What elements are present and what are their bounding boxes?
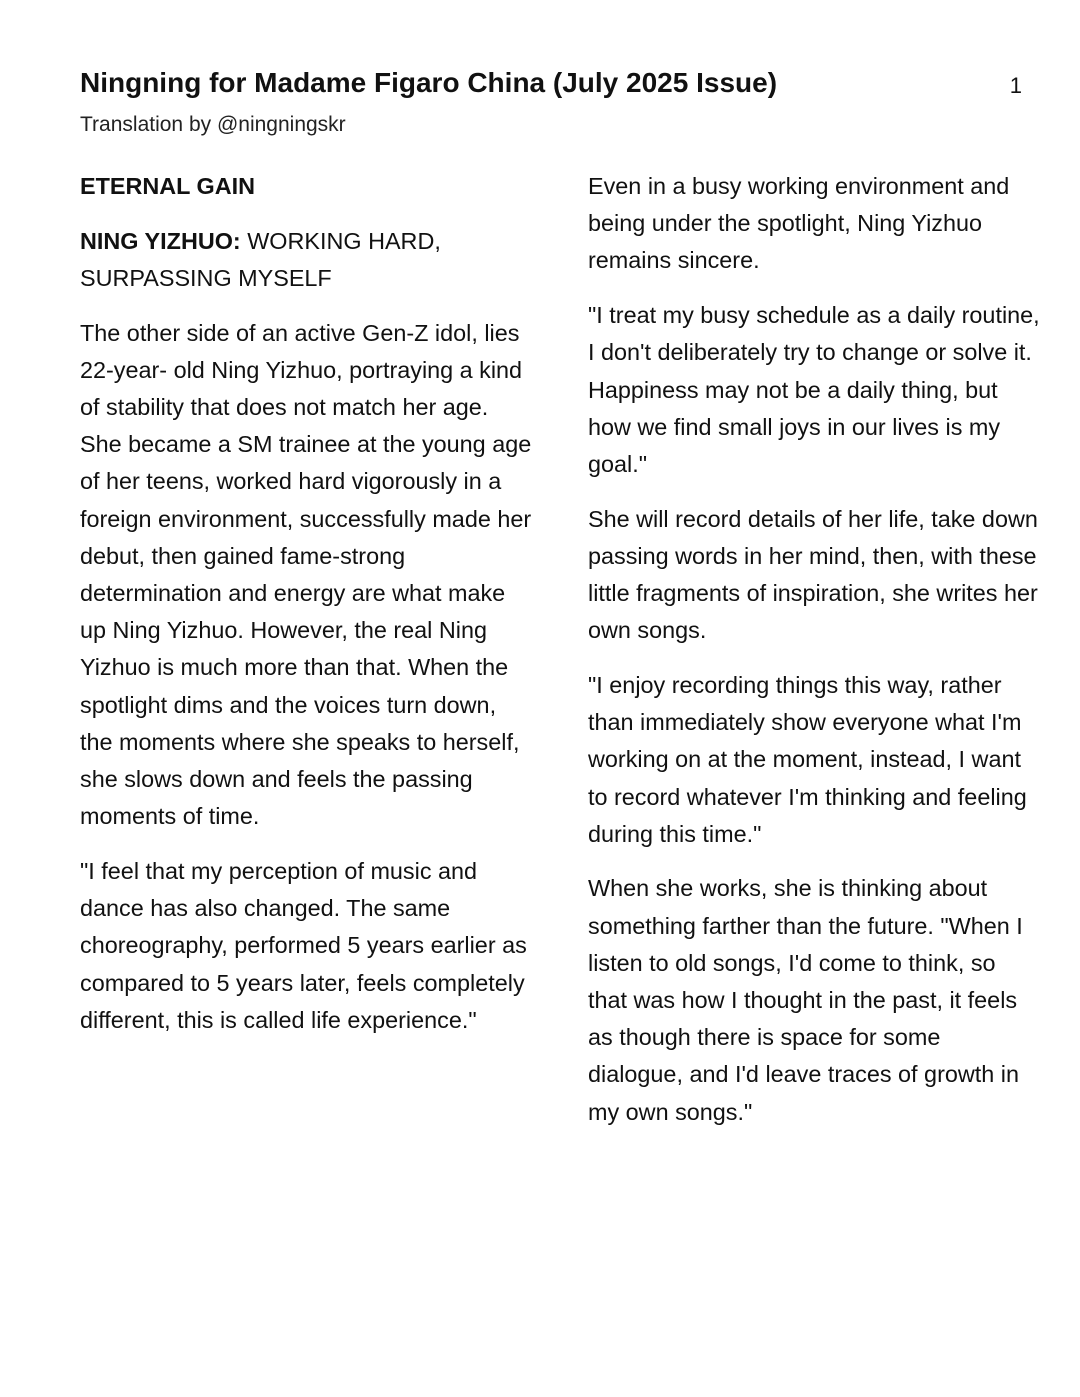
body-paragraph: "I feel that my perception of music and dance has also changed. The same choreography, performed 5 years earlier as compared to 5 years later, feels completely different, this is called life experience." — [80, 857, 527, 1033]
subheading-rest: WORKING HARD, SURPASSING MYSELF — [80, 227, 441, 291]
body-paragraph: The other side of an active Gen-Z idol, lies 22-year- old Ning Yizhuo, portraying a kind of stability that does not match her age. She became a SM trainee at the young age of her teens, worked hard vigorously in a foreign environment, successfully made her debut, then gained fame-strong determination and energy are what make up Ning Yizhuo. However, the real Ning Yizhuo is much more than that. When the spotlight dims and the voices turn down, the moments where she speaks to herself, she slows down and feels the passing moments of time. — [80, 319, 532, 830]
body-paragraph: "I enjoy recording things this way, rather than immediately show everyone what I'm working on at the moment, instead, I want to record whatever I'm thinking and feeling during this time." — [588, 671, 1027, 847]
subheading — [80, 223, 535, 297]
body-paragraph: Even in a busy working environment and being under the spotlight, Ning Yizhuo remains sincere. — [588, 173, 1010, 274]
left-column — [80, 168, 535, 1056]
section-heading: ETERNAL GAIN — [80, 173, 256, 199]
document-title: Ningning for Madame Figaro China (July 2025 Issue) — [80, 67, 778, 98]
body-paragraph: When she works, she is thinking about something farther than the future. "When I listen to old songs, I'd come to think, so that was how I thought in the past, it feels as though there is space for some dialogue, and I'd leave traces of growth in my own songs." — [588, 875, 1023, 1125]
translation-credit: Translation by @ningningskr — [80, 113, 346, 136]
right-column — [588, 168, 1040, 1148]
body-paragraph: She will record details of her life, take down passing words in her mind, then, with these little fragments of inspiration, she writes her own songs. — [588, 505, 1038, 644]
page-number: 1 — [1009, 73, 1022, 98]
subheading-lead: NING YIZHUO: — [80, 227, 241, 254]
body-paragraph: "I treat my busy schedule as a daily routine, I don't deliberately try to change or solve it. Happiness may not be a daily thing, but how we find small joys in our lives is my goal." — [588, 302, 1040, 477]
